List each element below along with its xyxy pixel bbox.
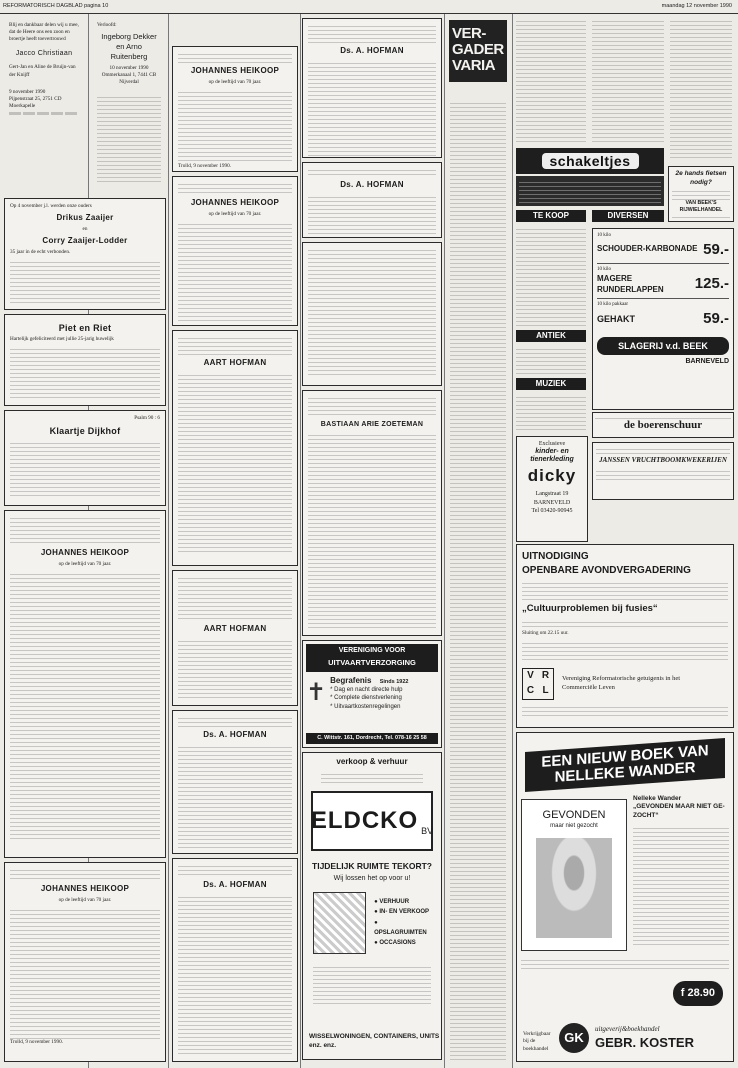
schakeltjes-intro (516, 176, 664, 206)
classifieds-text (670, 18, 732, 158)
avond-quote: „Cultuurproblemen bij fusies“ (522, 603, 658, 614)
obituary-hofman-1 (302, 18, 442, 158)
text-filler (178, 221, 292, 323)
heikoop2-title: JOHANNES HEIKOOP (190, 198, 280, 207)
text-filler (10, 515, 160, 545)
vrc-text: Vereniging Reformatorische getuigenis in het Commerciële Leven (562, 675, 681, 691)
book-availability: Verkrijgbaar bij de boekhandel (523, 1030, 551, 1052)
birth-parents: Gert-Jan en Aline de Bruijn-van der Knijff (9, 64, 76, 78)
text-filler (10, 571, 160, 839)
klaartje-announcement (4, 410, 166, 506)
bullet-icon: ● (374, 919, 378, 926)
dicky-l2: kinder- en tienerkleding (530, 448, 574, 463)
bullet-icon: ● (374, 939, 378, 946)
column-rule (512, 14, 513, 1068)
dicky-l1: Exclusieve (538, 441, 566, 447)
vergader-varia-banner (447, 18, 509, 96)
elko-sub: Wij lossen het op voor u! (333, 875, 411, 883)
text-filler (97, 94, 161, 184)
anniv-text: 35 jaar in de echt verbonden. (10, 248, 71, 255)
text-filler (308, 247, 436, 377)
janssen-ad (592, 442, 734, 500)
aart2-title: AART HOFMAN (203, 624, 267, 633)
tekoop-heading: TE KOOP (516, 210, 586, 222)
heikoop1-place: Trolld, 9 november 1990. (178, 162, 231, 169)
text-filler (10, 867, 160, 881)
elko-item-2: IN- EN VERKOOP (379, 909, 430, 916)
classifieds-text (516, 394, 586, 432)
muziek-heading: MUZIEK (516, 378, 586, 390)
heikoop1-sub: op de leeftijd van 70 jaar. (208, 78, 262, 85)
text-filler (178, 89, 292, 163)
text-filler (178, 744, 292, 850)
text-filler (178, 335, 292, 355)
hofman4-title: Ds. A. HOFMAN (203, 880, 267, 889)
piet-riet-announcement (4, 314, 166, 406)
text-filler (178, 638, 292, 698)
heikoop-sub: op de leeftijd van 70 jaar. (58, 560, 112, 567)
text-filler (313, 964, 431, 1004)
uitvaart-since: Sinds 1922 (379, 678, 409, 685)
birth-name: Jacco Christiaan (15, 50, 73, 58)
slager-item-3: GEHAKT (597, 314, 635, 325)
text-filler (633, 825, 729, 945)
heikoop4-place: Trolld, 9 november 1990. (10, 1038, 63, 1045)
elko-question: TIJDELIJK RUIMTE TEKORT? (312, 860, 432, 871)
slager-pre-1: 10 kilo (597, 233, 612, 238)
text-filler (178, 181, 292, 195)
text-filler (308, 194, 436, 234)
text-filler (308, 167, 436, 177)
elko-item-4: OCCASIONS (379, 939, 416, 946)
obituary-zoeteman (302, 390, 442, 636)
text-filler (308, 395, 436, 417)
text-filler (178, 575, 292, 621)
anniv-en: en (82, 225, 88, 232)
boerenschuur-ad (592, 412, 734, 438)
text-filler (672, 188, 730, 200)
hofman3-title: Ds. A. HOFMAN (203, 730, 267, 739)
uitvaart-line-3: * Uitvaartkostenregelingen (330, 703, 401, 710)
text-filler (10, 440, 160, 498)
book-title-quoted: „GEVONDEN MAAR NIET GE-ZOCHT“ (633, 803, 725, 820)
text-filler (178, 51, 292, 63)
slager-item-1: SCHOUDER-KARBONADE (597, 244, 698, 254)
text-filler (672, 214, 730, 222)
text-filler (178, 715, 292, 727)
text-filler (522, 619, 728, 627)
text-filler (522, 640, 728, 662)
heikoop-title: JOHANNES HEIKOOP (40, 548, 130, 557)
engaged-address: Ommerkanaal 1, 7441 CB Nijverdal (101, 72, 157, 86)
church-services-listing (516, 18, 586, 144)
column-rule (300, 14, 301, 1068)
bullet-icon: ● (374, 899, 378, 906)
text-filler (9, 112, 79, 115)
book-subtitle: maar niet gezocht (550, 823, 598, 830)
slager-price-3: 59.- (703, 310, 729, 328)
church-services-listing (592, 18, 664, 144)
book-title: GEVONDEN (542, 808, 606, 821)
koster-logo: GK (559, 1023, 589, 1053)
vergader-varia-title: VER-GADER VARIA (449, 20, 507, 82)
uitvaart-line-1: * Dag en nacht directe hulp (330, 687, 403, 694)
dicky-ad (516, 436, 588, 542)
engaged-label: Verloofd: (97, 22, 117, 28)
text-filler (519, 179, 661, 203)
elko-ad (302, 752, 442, 1060)
text-filler (10, 259, 160, 305)
text-filler (308, 432, 436, 628)
slager-name: SLAGERIJ v.d. BEEK (597, 337, 729, 355)
obituary-hofman-4 (172, 858, 298, 1062)
book-price: f 28.90 (673, 981, 723, 1006)
engaged-date: 10 november 1990 (109, 65, 149, 72)
book-cover-image (536, 838, 612, 938)
text-filler (596, 446, 730, 456)
container-illustration (313, 892, 366, 954)
text-filler (521, 957, 729, 971)
kdijk-psalm: Psalm 90 : 6 (134, 415, 160, 421)
zoeteman-title: BASTIAAN ARIE ZOETEMAN (320, 421, 424, 428)
hofman1-title: Ds. A. HOFMAN (340, 46, 404, 55)
obituary-heikoop-bottom (4, 862, 166, 1062)
text-filler (10, 907, 160, 1039)
avond-t1: UITNODIGING (522, 551, 589, 562)
antiek-heading: ANTIEK (516, 330, 586, 342)
notice-text-block (302, 242, 442, 386)
elko-item-1: VERHUUR (379, 899, 410, 906)
obituary-heikoop-left (4, 510, 166, 858)
text-filler (595, 415, 731, 419)
aart-title: AART HOFMAN (203, 358, 267, 367)
header-date: maandag 12 november 1990 (661, 3, 732, 9)
schakeltjes-banner (516, 148, 664, 174)
publisher-name: GEBR. KOSTER (595, 1034, 694, 1050)
heikoop2-sub: op de leeftijd van 70 jaar. (208, 210, 262, 217)
birth-text: Blij en dankbaar delen wij u mee, dat de Heere ons een zoon en broertje heeft toevertrouwd (9, 22, 79, 43)
slager-city: BARNEVELD (685, 358, 729, 366)
slager-pre-3: 10 kilo pakkaar (597, 302, 629, 308)
text-filler (10, 346, 160, 398)
slager-pre-2: 10 kilo (597, 267, 612, 272)
butcher-ad (592, 228, 734, 410)
text-filler (178, 372, 292, 554)
book-author: Nelleke Wander (633, 794, 682, 802)
elko-bv: BV (421, 825, 434, 836)
elko-brand: ELDCKO (310, 806, 419, 834)
publisher-sub: uitgeverij&boekhandel (595, 1024, 660, 1033)
kdijk-title: Klaartje Dijkhof (49, 426, 121, 437)
uitvaart-title1: VERENIGING VOOR (306, 644, 438, 657)
dicky-city: BARNEVELD (533, 499, 571, 506)
anniversary-announcement (4, 198, 166, 310)
uitvaart-ad (302, 640, 442, 748)
vrc-logo: V R C L (522, 668, 554, 700)
anniv-name1: Drikus Zaaijer (56, 213, 114, 223)
slager-price-1: 59.- (703, 240, 729, 258)
avond-t2: OPENBARE AVONDVERGADERING (522, 564, 691, 576)
column-rule (444, 14, 445, 1068)
uitvaart-line-2: * Complete dienstverlening (330, 695, 402, 702)
avond-time: Sluiting om 22.15 uur. (522, 629, 569, 636)
piet-title: Piet en Riet (58, 323, 112, 333)
bullet-icon: ● (374, 909, 378, 916)
classifieds-text (516, 346, 586, 374)
text-filler (522, 580, 728, 600)
dicky-address: Langstraat 19 (535, 491, 569, 498)
text-filler (522, 704, 728, 716)
elko-footer: WISSELWONINGEN, CONTAINERS, UNITS enz. enz. (309, 1033, 440, 1050)
text-filler (321, 771, 423, 785)
engaged-names: Ingeborg Dekker en Arno Ruitenberg (101, 32, 157, 62)
piet-text: Hartelijk gefeliciteerd met jullie 25-jarig huwelijk (10, 336, 114, 343)
birth-date: 9 november 1990 (9, 88, 46, 95)
dicky-tel: Tel 03420-90945 (531, 507, 573, 514)
uitvaart-title2: UITVAARTVERZORGING (306, 657, 438, 671)
classifieds-text (516, 226, 586, 326)
bike-shop-ad (668, 166, 734, 222)
book-ad-headline: EEN NIEUW BOEK VAN NELLEKE WANDER (525, 738, 725, 791)
slager-item-2: MAGERE RUNDERLAPPEN (597, 273, 664, 294)
meeting-invitation-ad (516, 544, 734, 728)
diversen-heading: DIVERSEN (592, 210, 664, 222)
column-rule (168, 14, 169, 1068)
elko-item-3: OPSLAGRUIMTEN (374, 929, 427, 936)
uitvaart-name: Begrafenis (330, 675, 372, 685)
text-filler (178, 894, 292, 1054)
hofman2-title: Ds. A. HOFMAN (340, 180, 404, 189)
obituary-heikoop-1 (172, 46, 298, 172)
boerenschuur-title: de boerenschuur (623, 419, 703, 431)
obituary-heikoop-2 (172, 176, 298, 326)
elko-top: verkoop & verhuur (336, 757, 408, 766)
text-filler (308, 60, 436, 156)
birth-announcement (4, 18, 84, 194)
birth-address: Pijpenstraat 25, 2751 CD Moerkapelle (9, 95, 62, 109)
heikoop4-sub: op de leeftijd van 70 jaar. (58, 896, 112, 903)
church-services-listing (450, 100, 506, 1060)
cross-icon: ✝ (306, 679, 327, 706)
heikoop1-title: JOHANNES HEIKOOP (190, 66, 280, 75)
engagement-announcement (92, 18, 166, 194)
tweehands-name: VAN BEEK'S RIJWIELHANDEL (679, 199, 723, 213)
text-filler (596, 468, 730, 482)
heikoop4-title: JOHANNES HEIKOOP (40, 884, 130, 893)
tweehands-title: 2e hands fietsen nodig? (675, 170, 727, 186)
uitvaart-address: C. Wittstr. 161, Dordrecht, Tel. 078-16 25 58 (306, 733, 438, 744)
text-filler (308, 23, 436, 43)
header-left: REFORMATORISCH DAGBLAD pagina 10 (3, 3, 109, 9)
obituary-hofman-3 (172, 710, 298, 854)
slager-price-2: 125.- (694, 275, 729, 293)
janssen-name: JANSSEN VRUCHTBOOMKWEKERIJEN (599, 456, 727, 464)
obituary-hofman-2 (302, 162, 442, 238)
anniv-name2: Corry Zaaijer-Lodder (42, 235, 128, 245)
obituary-aart-hofman (172, 330, 298, 566)
dicky-name: dicky (527, 466, 577, 486)
text-filler (178, 863, 292, 877)
page-header (0, 0, 738, 14)
schakeltjes-title: schakeltjes (542, 153, 639, 169)
anniv-intro: Op 4 november j.l. werden onze ouders (10, 203, 92, 209)
book-cover (521, 799, 627, 951)
book-ad (516, 732, 734, 1062)
obituary-aart-hofman-2 (172, 570, 298, 706)
